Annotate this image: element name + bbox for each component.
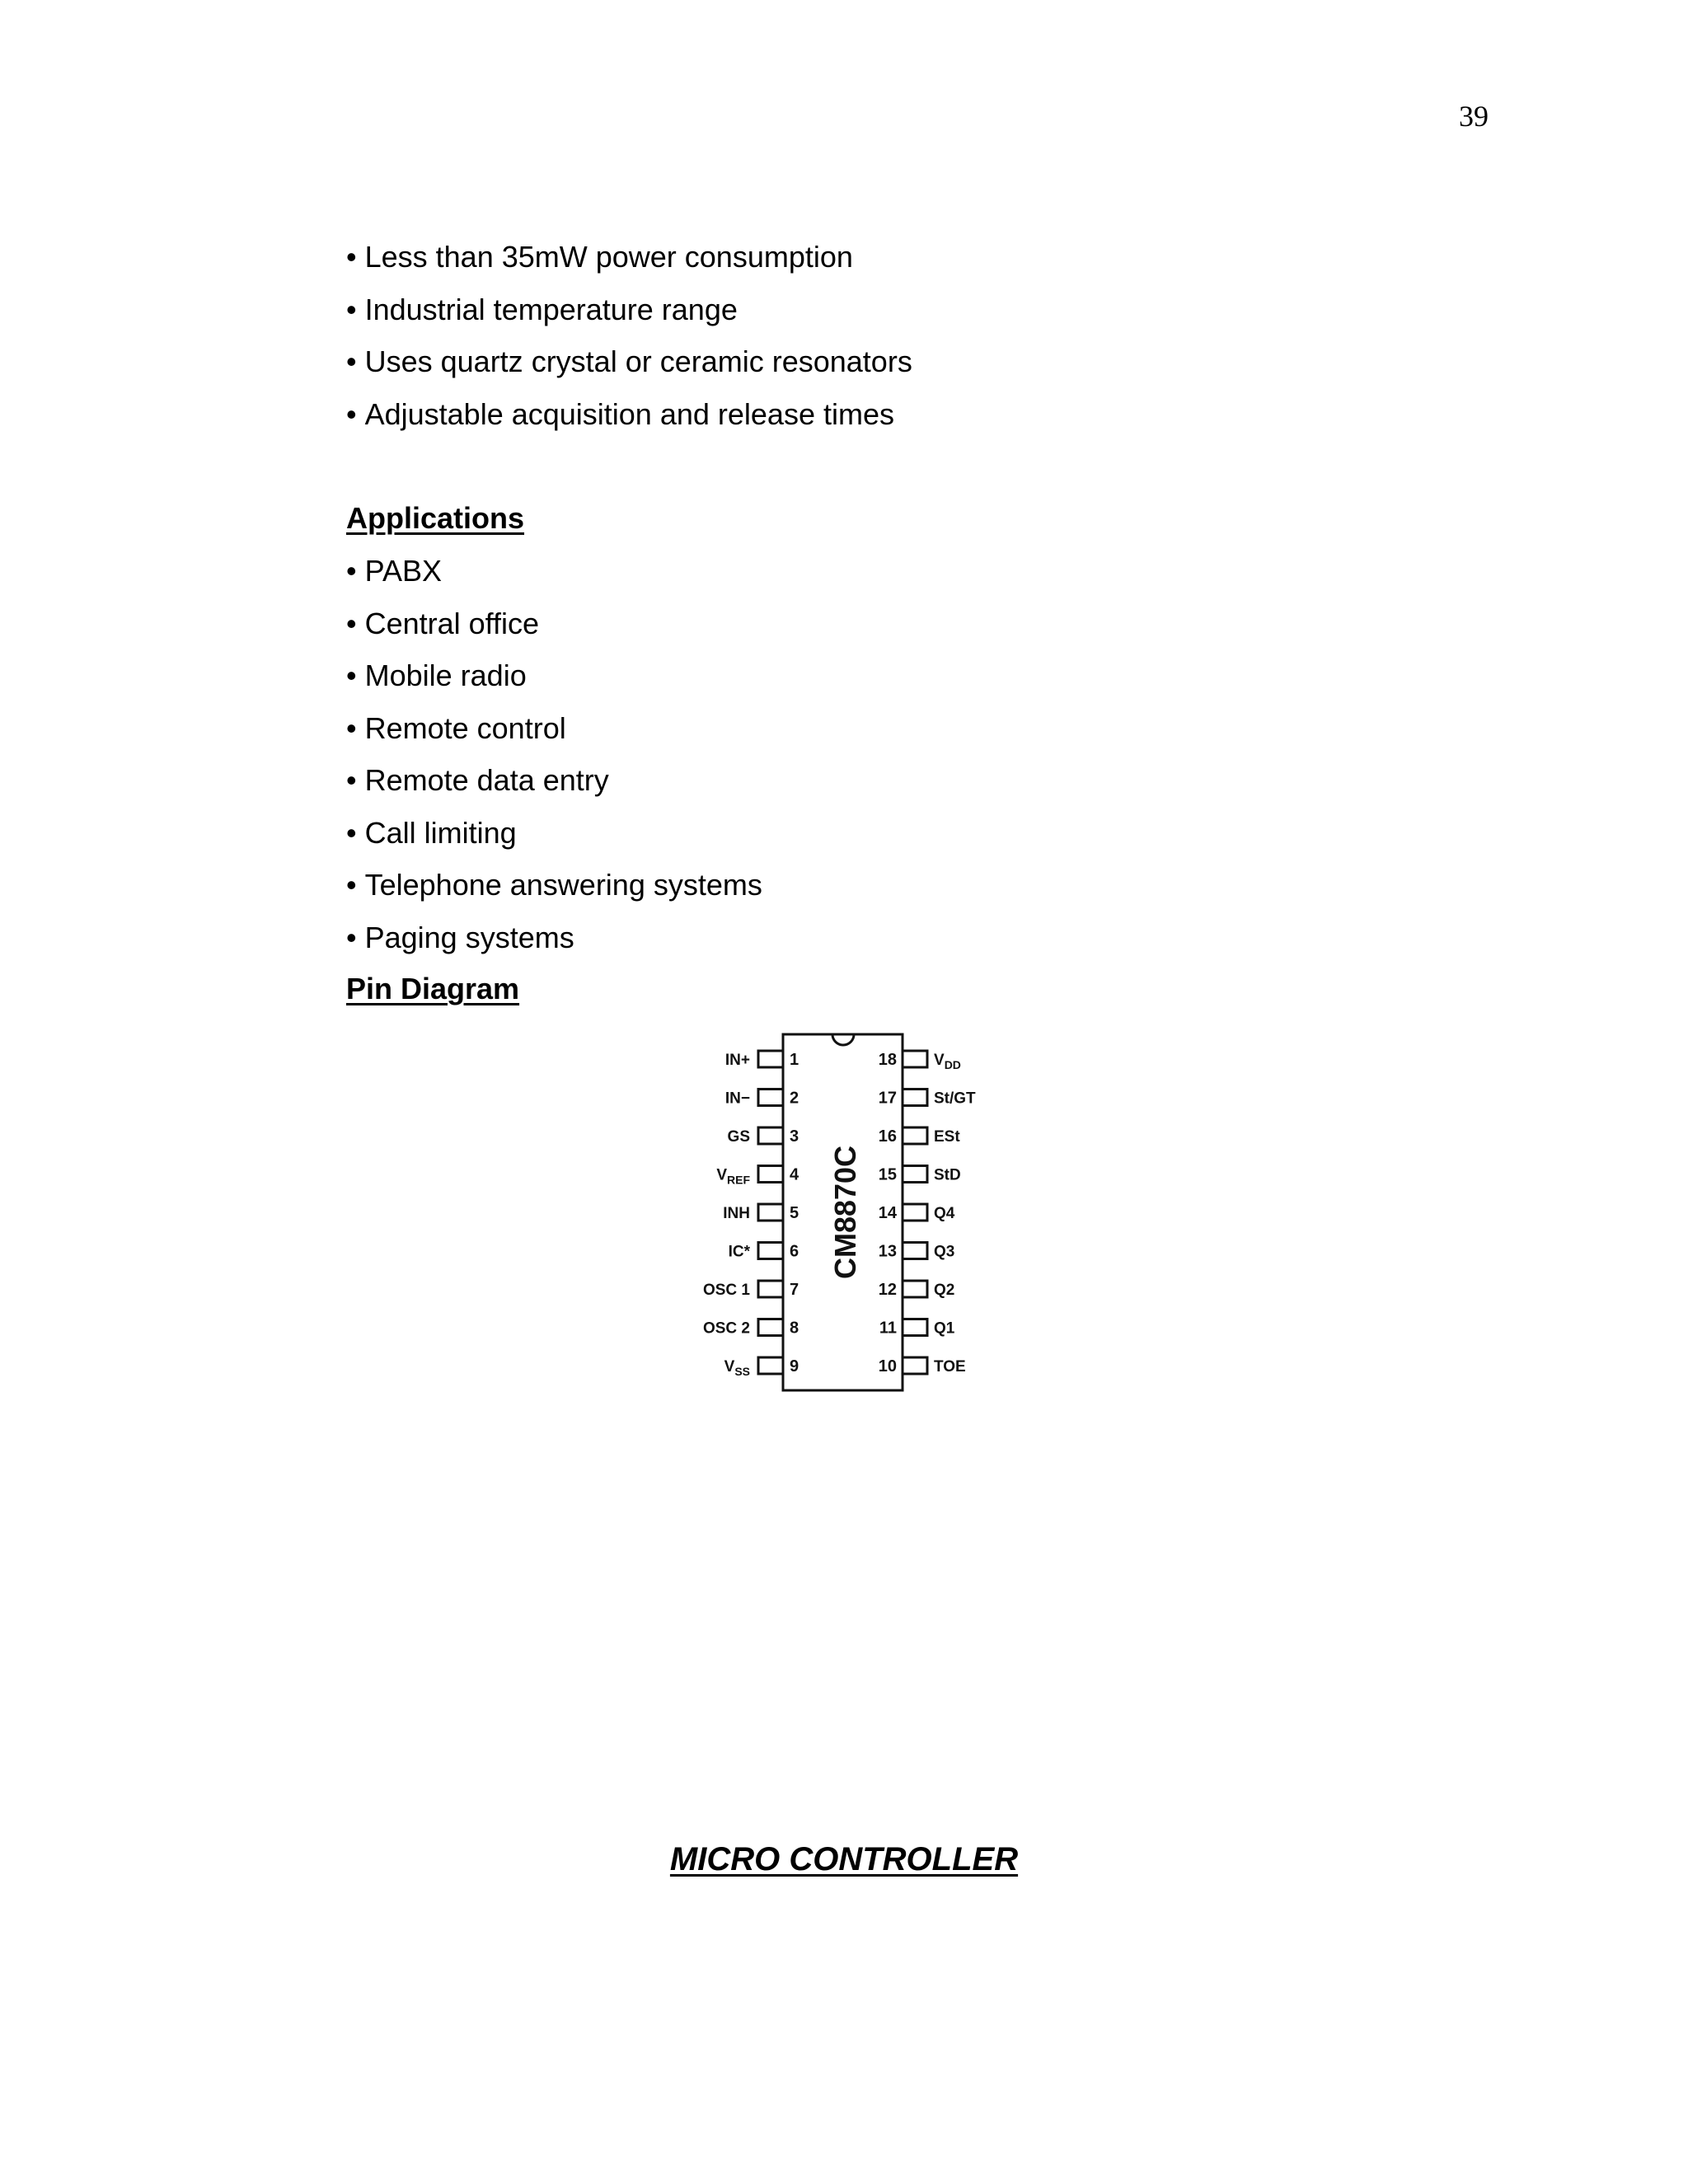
pin-stub-right	[903, 1357, 927, 1374]
applications-list	[346, 545, 762, 963]
pin-stub-right	[903, 1090, 927, 1106]
pin-name: ESt	[934, 1128, 960, 1146]
pin-number: 7	[790, 1281, 799, 1299]
pin-name: $V_{SS}$	[724, 1358, 750, 1378]
pin-stub-right	[903, 1204, 927, 1221]
chip-label: CM8870C	[828, 1145, 862, 1280]
pin-number: 4	[790, 1165, 799, 1184]
pin-stub-left	[758, 1127, 783, 1144]
pin-diagram	[676, 1022, 1006, 1401]
features-list	[346, 231, 912, 440]
list-item: • Mobile radio	[346, 649, 762, 702]
pin-stub-right	[903, 1051, 927, 1067]
pin-name: $V_{DD}$	[934, 1052, 961, 1071]
pin-number: 10	[878, 1357, 897, 1376]
list-item: • Adjustable acquisition and release times	[346, 388, 912, 441]
pin-name: GS	[727, 1128, 750, 1146]
list-item: • Remote control	[346, 702, 762, 755]
list-item: • Paging systems	[346, 912, 762, 964]
pin-number: 5	[790, 1204, 799, 1222]
pin-number: 12	[878, 1281, 897, 1299]
pin-diagram-heading: Pin Diagram	[346, 972, 520, 1005]
pin-number: 15	[878, 1165, 897, 1184]
list-item: • Telephone answering systems	[346, 859, 762, 912]
pin-name: TOE	[934, 1358, 966, 1376]
pin-name: Q2	[934, 1282, 955, 1299]
pin-number: 3	[790, 1127, 799, 1146]
pin-name: INH	[723, 1205, 750, 1222]
pin-name: StD	[934, 1166, 961, 1184]
pin-stub-right	[903, 1166, 927, 1183]
pin-name: St/GT	[934, 1090, 976, 1108]
pin-number: 14	[878, 1204, 897, 1222]
list-item: • Remote data entry	[346, 754, 762, 807]
list-item: • Central office	[346, 598, 762, 650]
pin-stub-left	[758, 1357, 783, 1374]
pin-name: IN−	[724, 1090, 750, 1108]
pin-name: OSC 2	[702, 1319, 750, 1338]
list-item: • Less than 35mW power consumption	[346, 231, 912, 284]
pin-stub-left	[758, 1051, 783, 1067]
pin-stub-right	[903, 1127, 927, 1144]
pin-name: Q1	[934, 1319, 955, 1338]
list-item: • Industrial temperature range	[346, 284, 912, 336]
applications-heading: Applications	[346, 501, 525, 535]
pin-name: IN+	[724, 1052, 750, 1069]
pin-stub-left	[758, 1166, 783, 1183]
pin-number: 1	[790, 1051, 799, 1069]
pin-stub-left	[758, 1204, 783, 1221]
section-title: MICRO CONTROLLER	[669, 1841, 1019, 1877]
list-item: • Uses quartz crystal or ceramic resonators	[346, 335, 912, 388]
pin-number: 11	[879, 1319, 897, 1338]
pin-name: Q4	[934, 1205, 955, 1222]
pin-name: $V_{REF}$	[716, 1166, 750, 1187]
pin-stub-left	[758, 1090, 783, 1106]
pin-number: 6	[790, 1242, 799, 1261]
pin-name: IC*	[728, 1243, 750, 1261]
pin-stub-left	[758, 1243, 783, 1259]
pin-number: 9	[790, 1357, 799, 1376]
pin-stub-left	[758, 1319, 783, 1336]
pin-stub-left	[758, 1281, 783, 1297]
pin-stub-right	[903, 1281, 927, 1297]
pin-stub-right	[903, 1319, 927, 1336]
page-number: 39	[1459, 100, 1489, 133]
pin-number: 17	[878, 1089, 897, 1108]
pin-number: 16	[878, 1127, 897, 1146]
list-item: • PABX	[346, 545, 762, 598]
list-item: • Call limiting	[346, 807, 762, 860]
pin-number: 18	[878, 1051, 897, 1069]
pin-number: 13	[878, 1242, 897, 1261]
pin-name: Q3	[934, 1243, 955, 1261]
pin-name: OSC 1	[702, 1282, 750, 1299]
pin-number: 8	[790, 1319, 799, 1338]
pin-stub-right	[903, 1243, 927, 1259]
pin-number: 2	[790, 1089, 799, 1108]
